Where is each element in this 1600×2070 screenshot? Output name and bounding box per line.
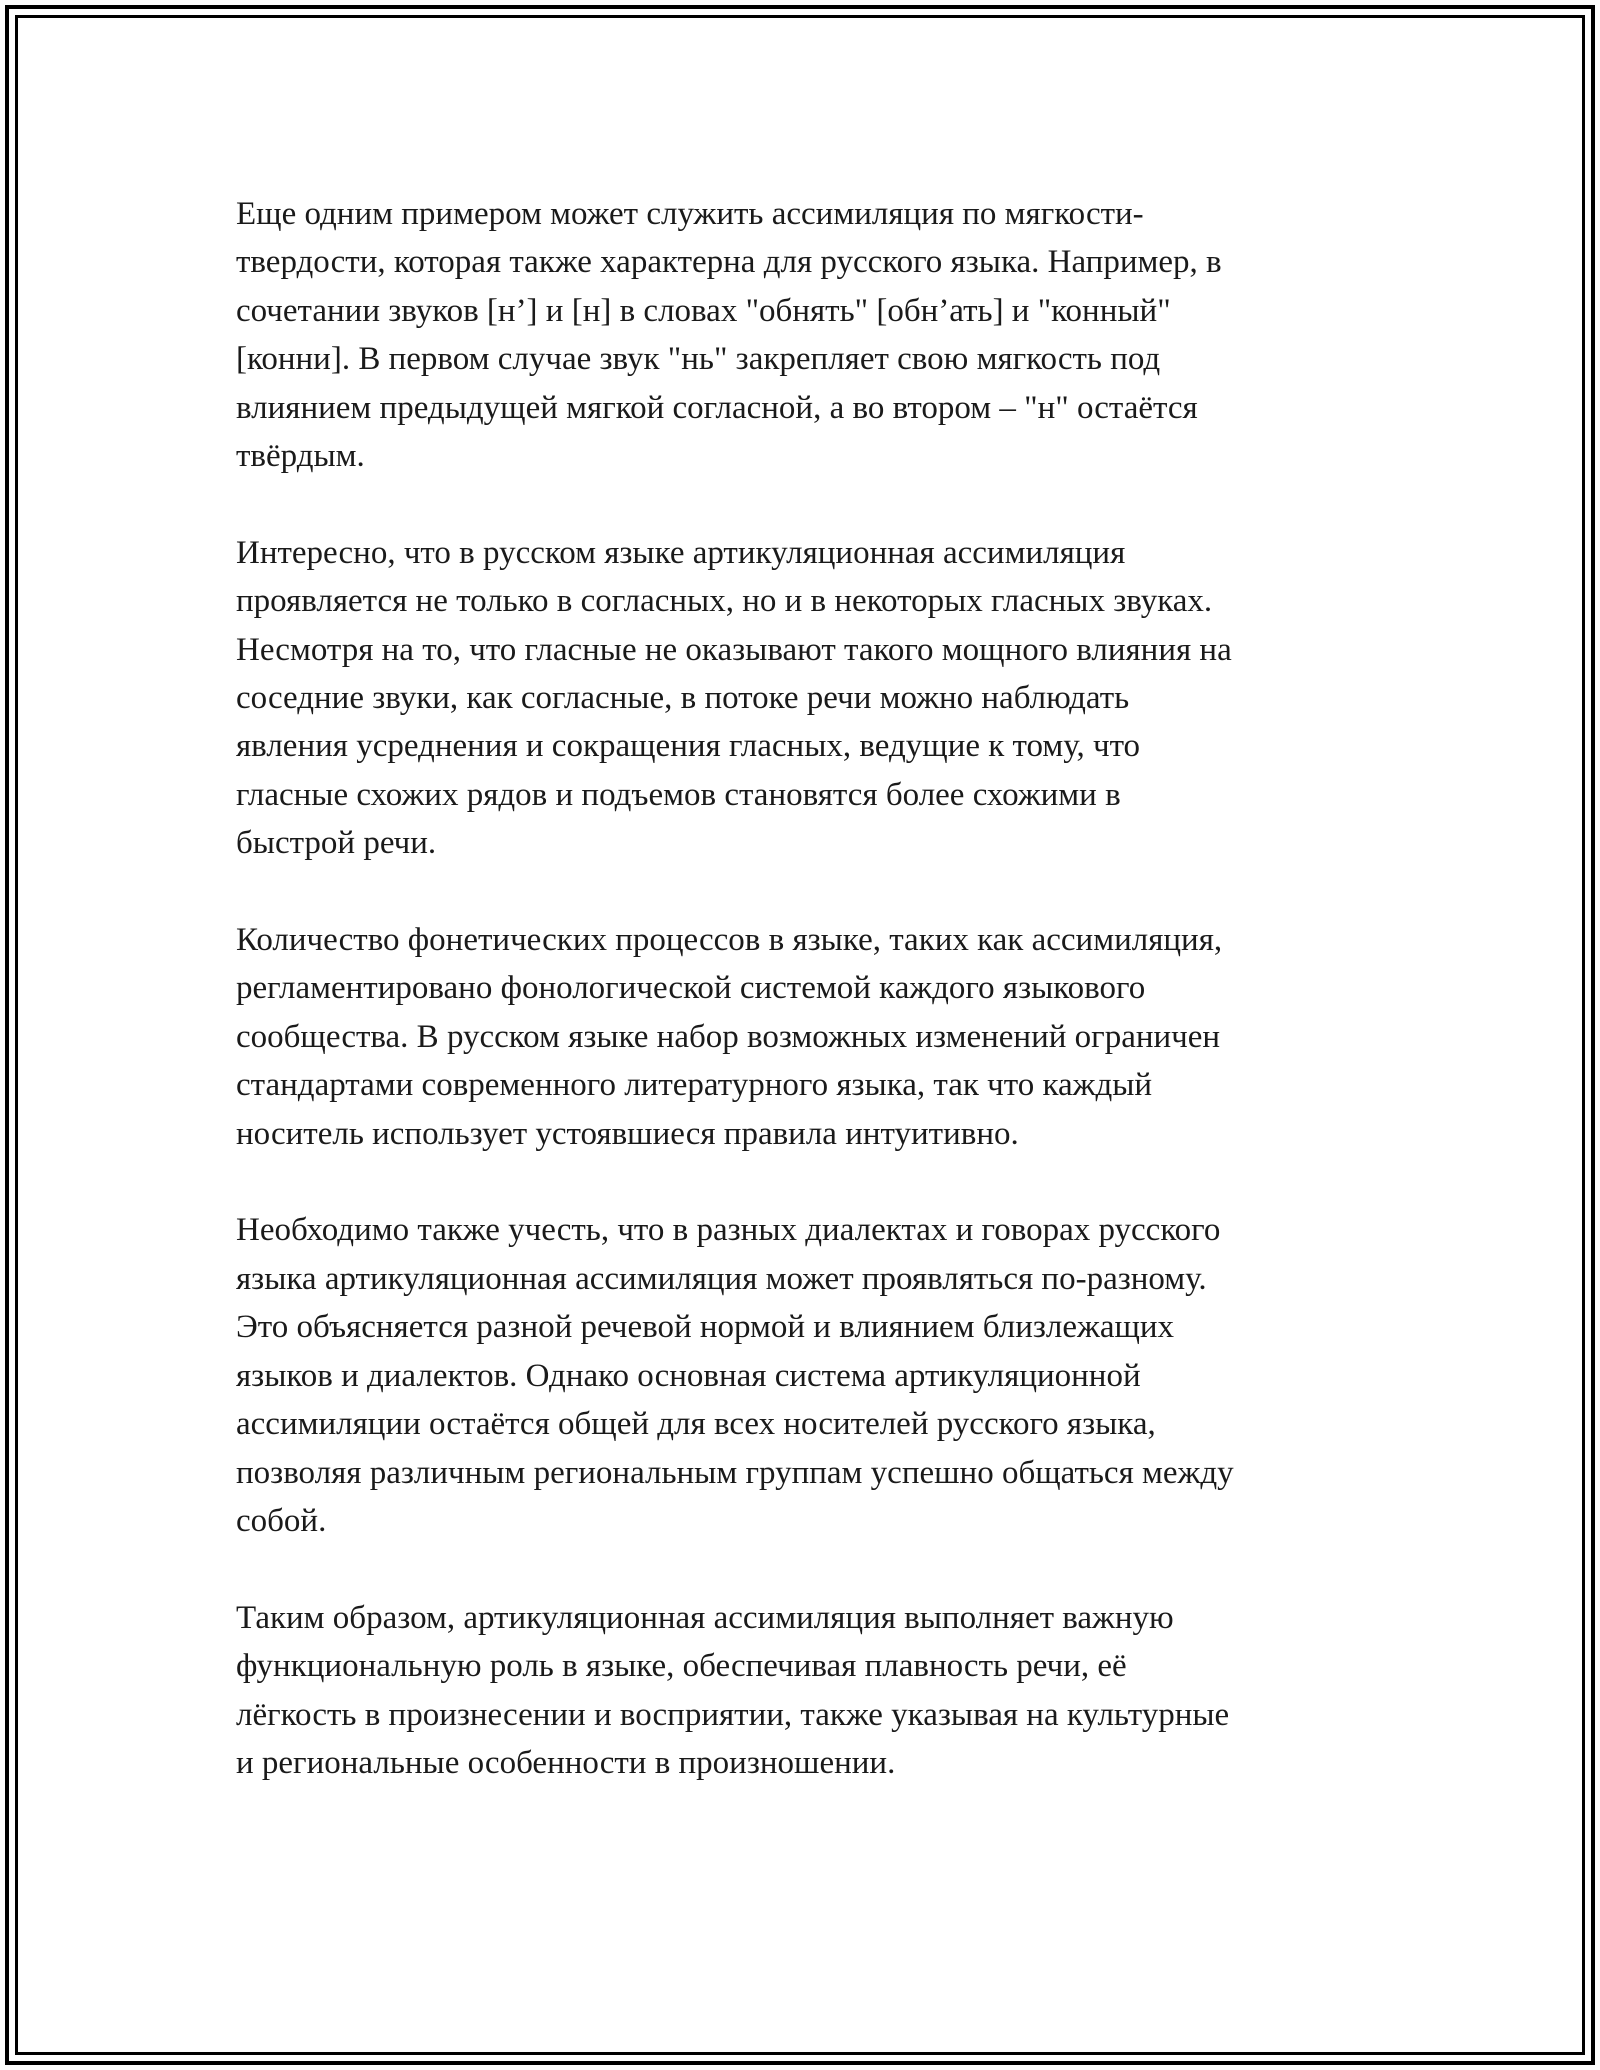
paragraph-phonetic-processes: Количество фонетических процессов в языке, таких как ассимиляция, регламентировано фонологической системой каждого языкового сообщества. В русском языке набор возможных изменений ограничен стандартами современного литературного языка, так что каждый носитель использует устоявшиеся правила интуитивно. (236, 922, 1223, 1152)
paragraph-soft-hard-assimilation: Еще одним примером может служить ассимиляция по мягкости- твердости, которая также характерна для русского языка. Например, в сочетании звуков [н’] и [н] в словах "обнять" [обн’ать] и "конный" [конни]. В первом случае звук "нь" закрепляет свою мягкость под влиянием предыдущей мягкой согласной, а во втором – "н" остаётся твёрдым. (236, 196, 1222, 475)
document-body (236, 190, 1366, 1836)
paragraph-vowel-assimilation: Интересно, что в русском языке артикуляционная ассимиляция проявляется не только в согласных, но и в некоторых гласных звуках. Несмотря на то, что гласные не оказывают такого мощного влияния на соседние звуки, как согласные, в потоке речи можно наблюдать явления усреднения и сокращения гласных, ведущие к тому, что гласные схожих рядов и подъемов становятся более схожими в быстрой речи. (236, 534, 1232, 862)
paragraph-conclusion: Таким образом, артикуляционная ассимиляция выполняет важную функциональную роль в языке, обеспечивая плавность речи, её лёгкость в произнесении и восприятии, также указывая на культурные и региональные особенности в произношении. (236, 1599, 1230, 1781)
paragraph-dialects: Необходимо также учесть, что в разных диалектах и говорах русского языка артикуляционная ассимиляция может проявляться по-разному. Это объясняется разной речевой нормой и влиянием близлежащих языков и диалектов. Однако основная система артикуляционной ассимиляции остаётся общей для всех носителей русского языка, позволяя различным региональным группам успешно общаться между собой. (236, 1212, 1234, 1539)
